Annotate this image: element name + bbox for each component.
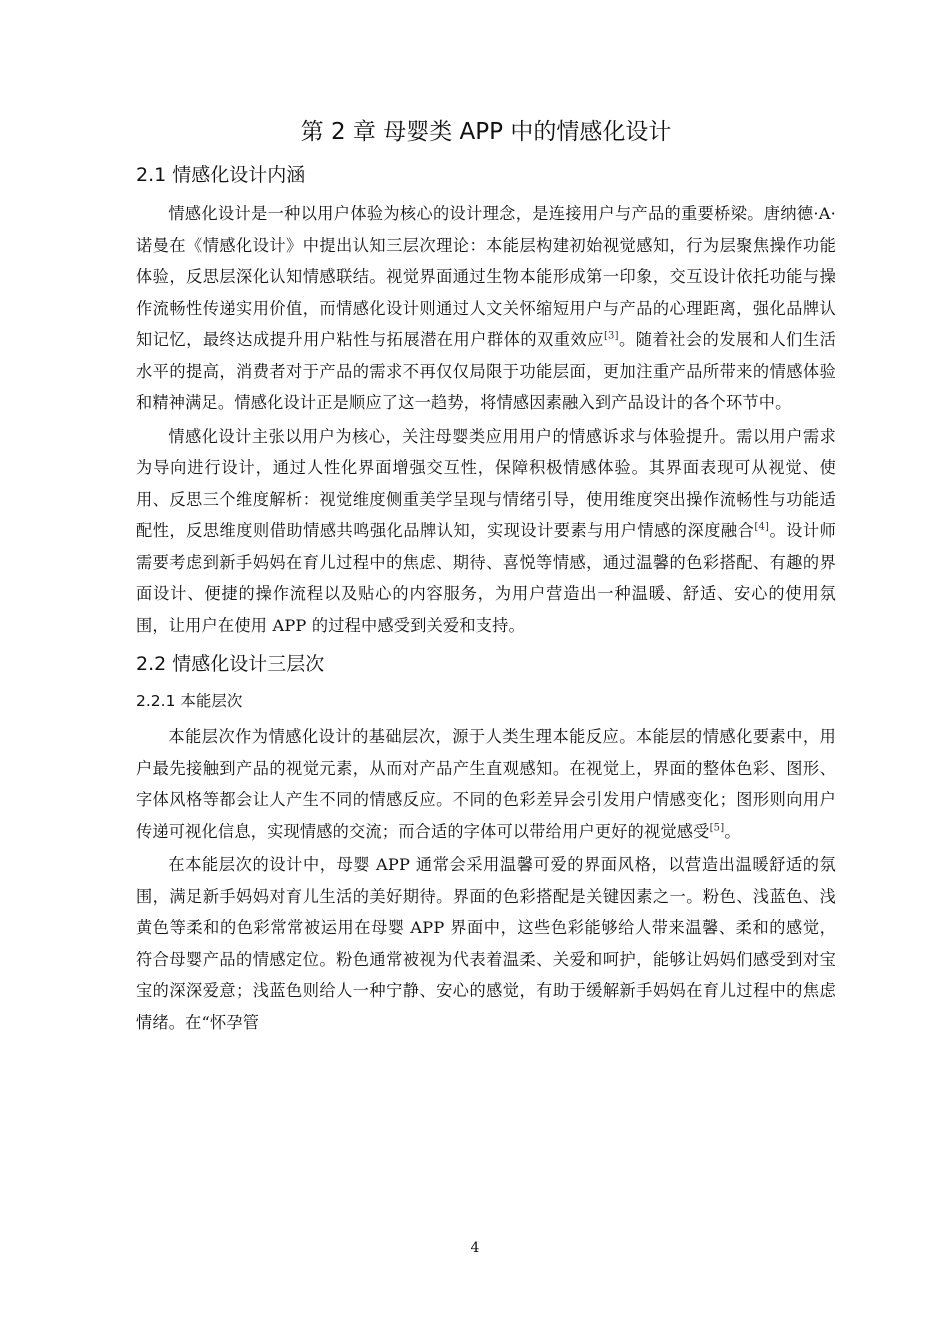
section-title-2-1: 2.1 情感化设计内涵 xyxy=(136,164,306,186)
chapter-title: 第 2 章 母婴类 APP 中的情感化设计 xyxy=(300,119,672,145)
paragraph-text: 情感化设计主张以用户为核心，关注母婴类应用用户的情感诉求与体验提升。需以用户需求为导向进行设计，通过人性化界面增强交互性，保障积极情感体验。其界面表现可从视觉、使用、反思三个维度解析：视觉维度侧重美学呈现与情绪引导，使用维度突出操作流畅性与功能适配性，反思维度则借助情感共鸣强化品牌认知，实现设计要素与用户情感的深度融合 xyxy=(136,426,836,540)
citation-marker: [5] xyxy=(709,822,725,834)
page-content xyxy=(136,112,836,1040)
paragraph xyxy=(136,421,836,642)
citation-marker: [3] xyxy=(603,330,619,342)
paragraph xyxy=(136,849,836,1038)
subsection-title-2-2-1: 2.2.1 本能层次 xyxy=(136,692,243,710)
section-title-2-2: 2.2 情感化设计三层次 xyxy=(136,653,325,675)
paragraph-text-continued: 。设计师需要考虑到新手妈妈在育儿过程中的焦虑、期待、喜悦等情感，通过温馨的色彩搭配、有趣的界面设计、便捷的操作流程以及贴心的内容服务，为用户营造出一种温暖、舒适、安心的使用氛围，让用户在使用 APP 的过程中感受到关爱和支持。 xyxy=(136,521,836,635)
paragraph-text: 在本能层次的设计中，母婴 APP 通常会采用温馨可爱的界面风格，以营造出温暖舒适的氛围，满足新手妈妈对育儿生活的美好期待。界面的色彩搭配是关键因素之一。粉色、浅蓝色、浅黄色等柔和的色彩常常被运用在母婴 APP 界面中，这些色彩能够给人带来温馨、柔和的感觉，符合母婴产品的情感定位。粉色通常被视为代表着温柔、关爱和呵护，能够让妈妈们感受到对宝宝的深深爱意；浅蓝色则给人一种宁静、安心的感觉，有助于缓解新手妈妈在育儿过程中的焦虑情绪。在“怀孕管 xyxy=(136,855,836,1032)
paragraph-text-continued: 。 xyxy=(724,821,741,841)
citation-marker: [4] xyxy=(754,521,770,533)
page-number: 4 xyxy=(470,1240,480,1256)
paragraph-text-continued: 。随着社会的发展和人们生活水平的提高，消费者对于产品的需求不再仅仅局限于功能层面，更加注重产品所带来的情感体验和精神满足。情感化设计正是顺应了这一趋势，将情感因素融入到产品设计的各个环节中。 xyxy=(136,330,836,412)
paragraph xyxy=(136,721,836,847)
paragraph xyxy=(136,198,836,419)
paragraph-text: 情感化设计是一种以用户体验为核心的设计理念，是连接用户与产品的重要桥梁。唐纳德·A·诺曼在《情感化设计》中提出认知三层次理论：本能层构建初始视觉感知，行为层聚焦操作功能体验，反思层深化认知情感联结。视觉界面通过生物本能形成第一印象，交互设计依托功能与操作流畅性传递实用价值，而情感化设计则通过人文关怀缩短用户与产品的心理距离，强化品牌认知记忆，最终达成提升用户粘性与拓展潜在用户群体的双重效应 xyxy=(136,204,836,349)
paragraph-text: 本能层次作为情感化设计的基础层次，源于人类生理本能反应。本能层的情感化要素中，用户最先接触到产品的视觉元素，从而对产品产生直观感知。在视觉上，界面的整体色彩、图形、字体风格等都会让人产生不同的情感反应。不同的色彩差异会引发用户情感变化；图形则向用户传递可视化信息，实现情感的交流；而合适的字体可以带给用户更好的视觉感受 xyxy=(136,727,836,841)
